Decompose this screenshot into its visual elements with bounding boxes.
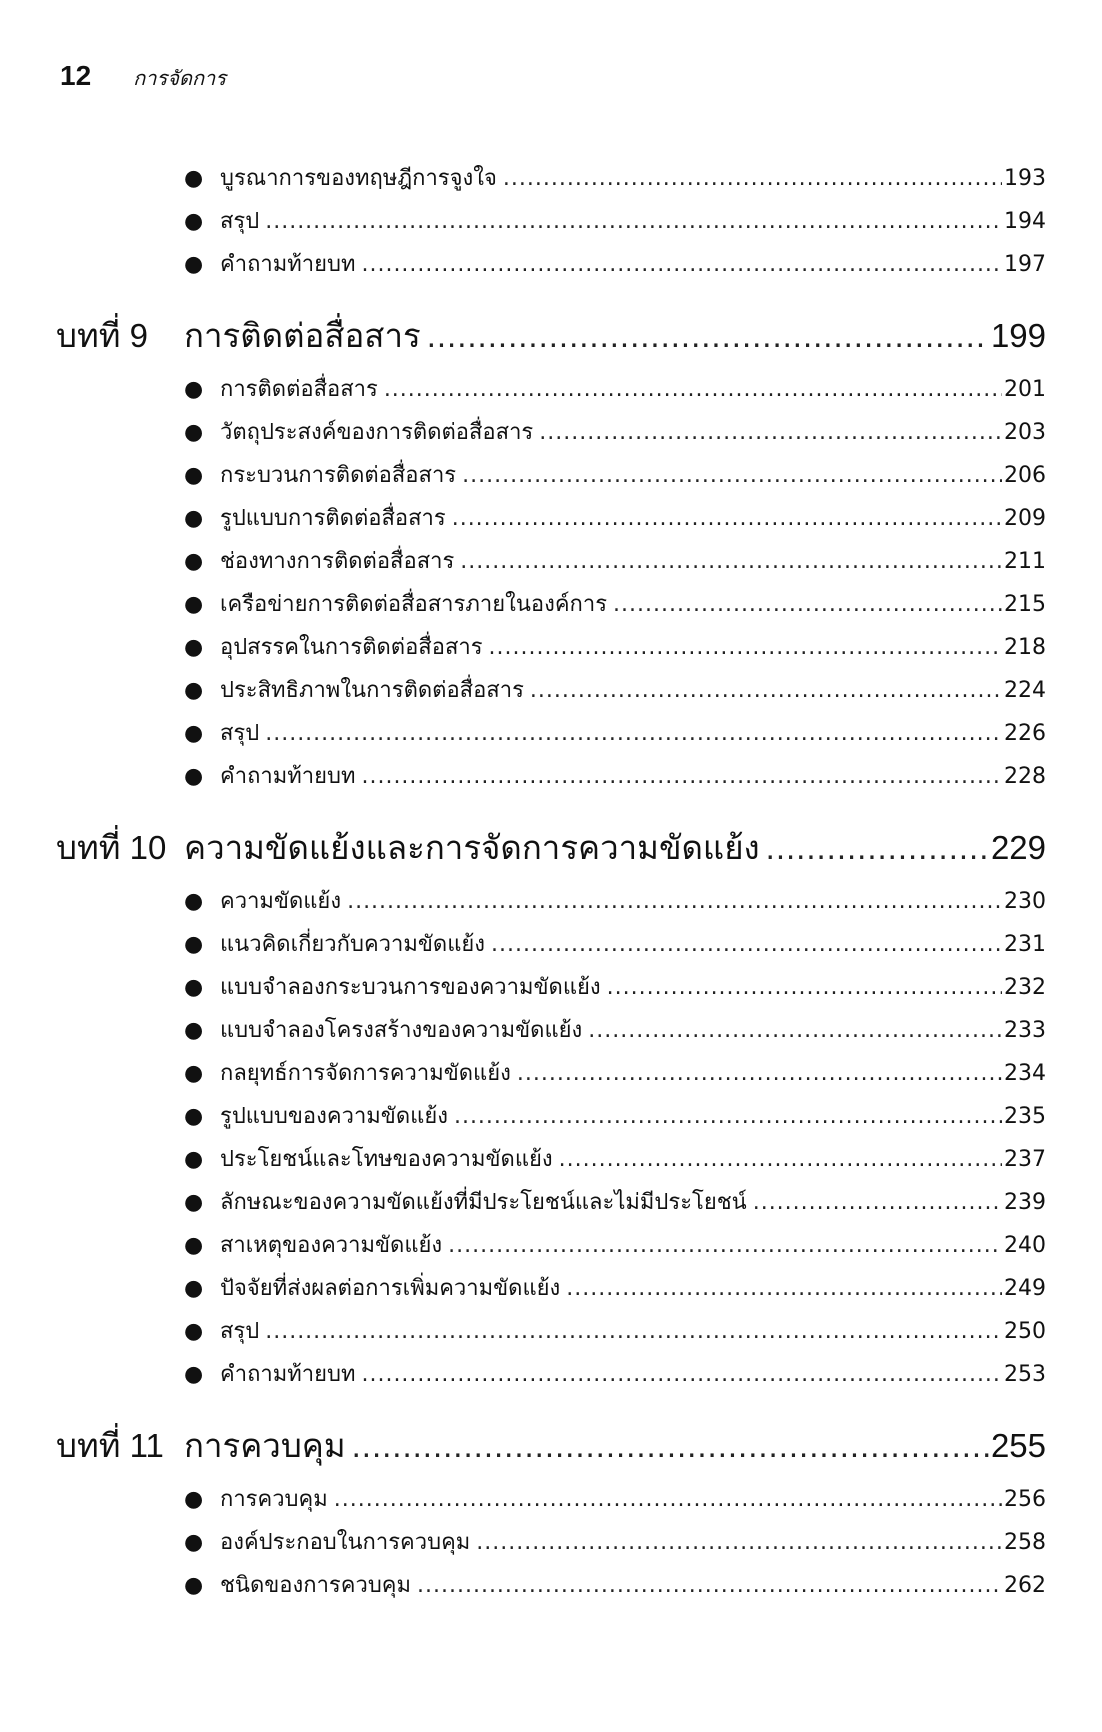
toc-entry[interactable] xyxy=(184,672,1046,715)
entry-title: แบบจำลองโครงสร้างของความขัดแย้ง xyxy=(220,1018,583,1043)
toc-entry[interactable] xyxy=(184,586,1046,629)
entry-title: แบบจำลองกระบวนการของความขัดแย้ง xyxy=(220,975,601,1000)
table-of-contents xyxy=(56,160,1046,1630)
entry-page-number: 203 xyxy=(1004,420,1046,445)
entry-page-number: 197 xyxy=(1004,252,1046,277)
dot-leader xyxy=(588,1018,1002,1043)
toc-entry[interactable] xyxy=(184,1313,1046,1356)
entry-title: สรุป xyxy=(220,721,260,746)
chapter-page-number: 229 xyxy=(990,829,1046,866)
entry-page-number: 237 xyxy=(1004,1147,1046,1172)
entry-page-number: 250 xyxy=(1004,1319,1046,1344)
toc-entry[interactable] xyxy=(184,543,1046,586)
toc-entry[interactable] xyxy=(184,1012,1046,1055)
chapter-title: การติดต่อสื่อสาร xyxy=(184,317,421,354)
dot-leader xyxy=(384,377,1002,402)
chapter-page-number: 255 xyxy=(990,1427,1046,1464)
bullet-icon: ● xyxy=(184,1018,204,1043)
bullet-icon: ● xyxy=(184,1104,204,1129)
dot-leader xyxy=(530,678,1002,703)
toc-entry[interactable] xyxy=(184,883,1046,926)
entry-title: แนวคิดเกี่ยวกับความขัดแย้ง xyxy=(220,932,486,957)
entry-page-number: 230 xyxy=(1004,889,1046,914)
entry-title: คำถามท้ายบท xyxy=(220,252,356,277)
bullet-icon: ● xyxy=(184,592,204,617)
bullet-icon: ● xyxy=(184,1319,204,1344)
entry-title: วัตถุประสงค์ของการติดต่อสื่อสาร xyxy=(220,420,534,445)
entry-page-number: 226 xyxy=(1004,721,1046,746)
chapter-label: บทที่ 11 xyxy=(56,1427,164,1464)
entry-title: สรุป xyxy=(220,1319,260,1344)
entry-title: อุปสรรคในการติดต่อสื่อสาร xyxy=(220,635,483,660)
dot-leader xyxy=(265,721,1002,746)
chapter-title: ความขัดแย้งและการจัดการความขัดแย้ง xyxy=(184,829,760,866)
toc-group xyxy=(56,1419,1046,1610)
toc-entry[interactable] xyxy=(184,160,1046,203)
entry-page-number: 249 xyxy=(1004,1276,1046,1301)
entry-page-number: 239 xyxy=(1004,1190,1046,1215)
dot-leader xyxy=(462,463,1002,488)
dot-leader xyxy=(607,975,1002,1000)
toc-entry[interactable] xyxy=(184,1141,1046,1184)
bullet-icon: ● xyxy=(184,1061,204,1086)
dot-leader xyxy=(417,1573,1002,1598)
bullet-icon: ● xyxy=(184,1530,204,1555)
toc-group xyxy=(56,160,1046,289)
page-header xyxy=(60,60,226,94)
bullet-icon: ● xyxy=(184,166,204,191)
toc-entry[interactable] xyxy=(184,969,1046,1012)
chapter-heading[interactable] xyxy=(56,1419,1046,1481)
toc-entry[interactable] xyxy=(184,1184,1046,1227)
toc-entry[interactable] xyxy=(184,414,1046,457)
chapter-label: บทที่ 10 xyxy=(56,829,167,866)
entry-page-number: 256 xyxy=(1004,1487,1046,1512)
toc-entry[interactable] xyxy=(184,203,1046,246)
toc-entry[interactable] xyxy=(184,1098,1046,1141)
dot-leader xyxy=(491,932,1002,957)
dot-leader xyxy=(539,420,1002,445)
entry-title: ความขัดแย้ง xyxy=(220,889,342,914)
chapter-heading[interactable] xyxy=(56,309,1046,371)
page-number: 12 xyxy=(60,60,92,91)
entry-title: ปัจจัยที่ส่งผลต่อการเพิ่มความขัดแย้ง xyxy=(220,1276,561,1301)
toc-entry[interactable] xyxy=(184,1356,1046,1399)
entry-page-number: 194 xyxy=(1004,209,1046,234)
entry-page-number: 218 xyxy=(1004,635,1046,660)
entry-title: คำถามท้ายบท xyxy=(220,1362,356,1387)
dot-leader xyxy=(448,1233,1002,1258)
toc-group xyxy=(56,821,1046,1399)
toc-entry[interactable] xyxy=(184,1567,1046,1610)
bullet-icon: ● xyxy=(184,1147,204,1172)
toc-entry[interactable] xyxy=(184,629,1046,672)
bullet-icon: ● xyxy=(184,678,204,703)
bullet-icon: ● xyxy=(184,1487,204,1512)
chapter-page-number: 199 xyxy=(990,317,1046,354)
bullet-icon: ● xyxy=(184,932,204,957)
entry-page-number: 209 xyxy=(1004,506,1046,531)
bullet-icon: ● xyxy=(184,1362,204,1387)
toc-entry[interactable] xyxy=(184,1055,1046,1098)
toc-entry[interactable] xyxy=(184,1270,1046,1313)
dot-leader xyxy=(476,1530,1002,1555)
bullet-icon: ● xyxy=(184,1190,204,1215)
bullet-icon: ● xyxy=(184,420,204,445)
bullet-icon: ● xyxy=(184,1233,204,1258)
dot-leader xyxy=(517,1061,1002,1086)
entry-page-number: 232 xyxy=(1004,975,1046,1000)
dot-leader xyxy=(489,635,1002,660)
dot-leader xyxy=(566,1276,1002,1301)
dot-leader xyxy=(427,317,989,355)
bullet-icon: ● xyxy=(184,975,204,1000)
toc-entry[interactable] xyxy=(184,715,1046,758)
entry-page-number: 253 xyxy=(1004,1362,1046,1387)
dot-leader xyxy=(452,506,1002,531)
bullet-icon: ● xyxy=(184,764,204,789)
toc-entry[interactable] xyxy=(184,457,1046,500)
chapter-heading[interactable] xyxy=(56,821,1046,883)
dot-leader xyxy=(613,592,1002,617)
dot-leader xyxy=(503,166,1002,191)
entry-title: กระบวนการติดต่อสื่อสาร xyxy=(220,463,457,488)
entry-title: ประสิทธิภาพในการติดต่อสื่อสาร xyxy=(220,678,524,703)
entry-title: การติดต่อสื่อสาร xyxy=(220,377,378,402)
dot-leader xyxy=(559,1147,1002,1172)
entry-title: ประโยชน์และโทษของความขัดแย้ง xyxy=(220,1147,553,1172)
dot-leader xyxy=(753,1190,1002,1215)
toc-entry[interactable] xyxy=(184,926,1046,969)
bullet-icon: ● xyxy=(184,463,204,488)
dot-leader xyxy=(766,829,989,867)
dot-leader xyxy=(454,1104,1002,1129)
entry-title: กลยุทธ์การจัดการความขัดแย้ง xyxy=(220,1061,511,1086)
dot-leader xyxy=(352,1427,989,1465)
entry-page-number: 193 xyxy=(1004,166,1046,191)
dot-leader xyxy=(265,209,1002,234)
toc-entry[interactable] xyxy=(184,371,1046,414)
entry-title: คำถามท้ายบท xyxy=(220,764,356,789)
entry-title: ชนิดของการควบคุม xyxy=(220,1573,411,1598)
toc-entry[interactable] xyxy=(184,500,1046,543)
chapter-title: การควบคุม xyxy=(184,1427,346,1464)
bullet-icon: ● xyxy=(184,635,204,660)
entry-page-number: 240 xyxy=(1004,1233,1046,1258)
entry-page-number: 233 xyxy=(1004,1018,1046,1043)
entry-title: องค์ประกอบในการควบคุม xyxy=(220,1530,471,1555)
bullet-icon: ● xyxy=(184,252,204,277)
toc-entry[interactable] xyxy=(184,758,1046,801)
bullet-icon: ● xyxy=(184,1276,204,1301)
toc-entry[interactable] xyxy=(184,1524,1046,1567)
entry-title: การควบคุม xyxy=(220,1487,328,1512)
entry-title: บูรณาการของทฤษฎีการจูงใจ xyxy=(220,166,497,191)
entry-page-number: 231 xyxy=(1004,932,1046,957)
entry-title: ช่องทางการติดต่อสื่อสาร xyxy=(220,549,455,574)
toc-group xyxy=(56,309,1046,801)
entry-page-number: 234 xyxy=(1004,1061,1046,1086)
entry-page-number: 201 xyxy=(1004,377,1046,402)
bullet-icon: ● xyxy=(184,506,204,531)
entry-page-number: 211 xyxy=(1004,549,1046,574)
bullet-icon: ● xyxy=(184,377,204,402)
bullet-icon: ● xyxy=(184,1573,204,1598)
dot-leader xyxy=(361,1362,1002,1387)
entry-title: รูปแบบการติดต่อสื่อสาร xyxy=(220,506,446,531)
entry-title: เครือข่ายการติดต่อสื่อสารภายในองค์การ xyxy=(220,592,608,617)
bullet-icon: ● xyxy=(184,209,204,234)
running-title: การจัดการ xyxy=(133,66,227,90)
entry-title: สรุป xyxy=(220,209,260,234)
bullet-icon: ● xyxy=(184,889,204,914)
entry-page-number: 258 xyxy=(1004,1530,1046,1555)
toc-entry[interactable] xyxy=(184,1481,1046,1524)
bullet-icon: ● xyxy=(184,721,204,746)
dot-leader xyxy=(265,1319,1002,1344)
entry-page-number: 262 xyxy=(1004,1573,1046,1598)
dot-leader xyxy=(347,889,1002,914)
toc-entry[interactable] xyxy=(184,246,1046,289)
toc-entry[interactable] xyxy=(184,1227,1046,1270)
entry-page-number: 228 xyxy=(1004,764,1046,789)
entry-title: รูปแบบของความขัดแย้ง xyxy=(220,1104,448,1129)
dot-leader xyxy=(334,1487,1002,1512)
entry-page-number: 224 xyxy=(1004,678,1046,703)
entry-page-number: 206 xyxy=(1004,463,1046,488)
dot-leader xyxy=(460,549,1002,574)
entry-page-number: 235 xyxy=(1004,1104,1046,1129)
dot-leader xyxy=(361,764,1002,789)
entry-title: ลักษณะของความขัดแย้งที่มีประโยชน์และไม่มีประโยชน์ xyxy=(220,1190,747,1215)
entry-title: สาเหตุของความขัดแย้ง xyxy=(220,1233,443,1258)
chapter-label: บทที่ 9 xyxy=(56,317,148,354)
dot-leader xyxy=(361,252,1002,277)
bullet-icon: ● xyxy=(184,549,204,574)
entry-page-number: 215 xyxy=(1004,592,1046,617)
